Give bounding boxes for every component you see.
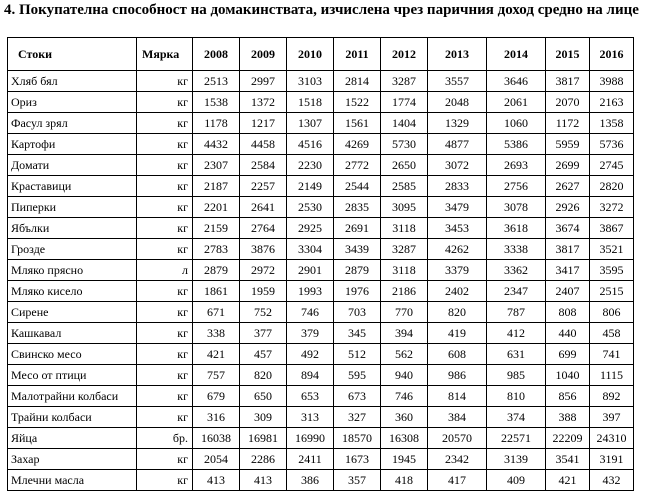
unit-cell: л [137,260,193,281]
table-row [8,344,634,365]
value-cell: 608 [428,344,487,365]
goods-name: Захар [8,449,137,470]
value-cell: 374 [487,407,546,428]
value-cell: 2201 [193,197,240,218]
header-year: 2015 [546,38,590,71]
unit-cell: кг [137,113,193,134]
unit-cell: кг [137,239,193,260]
value-cell: 417 [428,470,487,491]
value-cell: 1561 [334,113,381,134]
goods-name: Ориз [8,92,137,113]
table-row [8,113,634,134]
unit-cell: кг [137,71,193,92]
value-cell: 22571 [487,428,546,449]
value-cell: 1172 [546,113,590,134]
unit-cell: кг [137,386,193,407]
header-year: 2014 [487,38,546,71]
value-cell: 421 [546,470,590,491]
goods-name: Млечни масла [8,470,137,491]
value-cell: 16990 [287,428,334,449]
value-cell: 3988 [590,71,634,92]
value-cell: 699 [546,344,590,365]
value-cell: 2756 [487,176,546,197]
unit-cell: кг [137,176,193,197]
unit-cell: кг [137,449,193,470]
value-cell: 3078 [487,197,546,218]
value-cell: 1774 [381,92,428,113]
value-cell: 808 [546,302,590,323]
value-cell: 940 [381,365,428,386]
unit-cell: бр. [137,428,193,449]
value-cell: 1060 [487,113,546,134]
value-cell: 2070 [546,92,590,113]
value-cell: 653 [287,386,334,407]
value-cell: 856 [546,386,590,407]
value-cell: 2186 [381,281,428,302]
value-cell: 413 [240,470,287,491]
table-row [8,407,634,428]
value-cell: 384 [428,407,487,428]
value-cell: 3595 [590,260,634,281]
value-cell: 985 [487,365,546,386]
value-cell: 2411 [287,449,334,470]
table-row [8,470,634,491]
value-cell: 2544 [334,176,381,197]
value-cell: 894 [287,365,334,386]
value-cell: 357 [334,470,381,491]
value-cell: 458 [590,323,634,344]
table-row [8,218,634,239]
value-cell: 3674 [546,218,590,239]
unit-cell: кг [137,365,193,386]
value-cell: 679 [193,386,240,407]
value-cell: 562 [381,344,428,365]
value-cell: 814 [428,386,487,407]
value-cell: 2833 [428,176,487,197]
value-cell: 2585 [381,176,428,197]
value-cell: 2402 [428,281,487,302]
value-cell: 1358 [590,113,634,134]
table-header [8,38,634,71]
value-cell: 418 [381,470,428,491]
value-cell: 16038 [193,428,240,449]
table-row [8,386,634,407]
value-cell: 3817 [546,71,590,92]
value-cell: 703 [334,302,381,323]
value-cell: 1372 [240,92,287,113]
value-cell: 2149 [287,176,334,197]
value-cell: 1673 [334,449,381,470]
table-row [8,428,634,449]
value-cell: 386 [287,470,334,491]
value-cell: 3118 [381,218,428,239]
goods-name: Краставици [8,176,137,197]
value-cell: 338 [193,323,240,344]
goods-name: Яйца [8,428,137,449]
value-cell: 412 [487,323,546,344]
value-cell: 3103 [287,71,334,92]
value-cell: 3287 [381,71,428,92]
unit-cell: кг [137,407,193,428]
value-cell: 820 [428,302,487,323]
table-row [8,92,634,113]
value-cell: 3646 [487,71,546,92]
value-cell: 327 [334,407,381,428]
value-cell: 2693 [487,155,546,176]
value-cell: 16308 [381,428,428,449]
value-cell: 3272 [590,197,634,218]
unit-cell: кг [137,134,193,155]
value-cell: 3287 [381,239,428,260]
value-cell: 2783 [193,239,240,260]
value-cell: 2584 [240,155,287,176]
value-cell: 2307 [193,155,240,176]
value-cell: 4458 [240,134,287,155]
header-year: 2011 [334,38,381,71]
value-cell: 3817 [546,239,590,260]
value-cell: 3618 [487,218,546,239]
value-cell: 1307 [287,113,334,134]
goods-name: Домати [8,155,137,176]
value-cell: 892 [590,386,634,407]
table-row [8,197,634,218]
value-cell: 2230 [287,155,334,176]
value-cell: 2627 [546,176,590,197]
value-cell: 5959 [546,134,590,155]
purchasing-power-table [7,37,634,491]
unit-cell: кг [137,302,193,323]
unit-cell: кг [137,197,193,218]
value-cell: 3379 [428,260,487,281]
value-cell: 4877 [428,134,487,155]
value-cell: 1522 [334,92,381,113]
value-cell: 3453 [428,218,487,239]
value-cell: 4432 [193,134,240,155]
value-cell: 1115 [590,365,634,386]
table-row [8,281,634,302]
header-unit: Мярка [137,38,193,71]
value-cell: 2286 [240,449,287,470]
value-cell: 24310 [590,428,634,449]
goods-name: Картофи [8,134,137,155]
value-cell: 2641 [240,197,287,218]
value-cell: 3304 [287,239,334,260]
value-cell: 1217 [240,113,287,134]
goods-name: Хляб бял [8,71,137,92]
value-cell: 2972 [240,260,287,281]
value-cell: 806 [590,302,634,323]
value-cell: 1404 [381,113,428,134]
unit-cell: кг [137,323,193,344]
value-cell: 2879 [334,260,381,281]
table-row [8,302,634,323]
unit-cell: кг [137,344,193,365]
value-cell: 2772 [334,155,381,176]
value-cell: 3439 [334,239,381,260]
table-row [8,239,634,260]
value-cell: 379 [287,323,334,344]
value-cell: 22209 [546,428,590,449]
value-cell: 3095 [381,197,428,218]
value-cell: 421 [193,344,240,365]
value-cell: 1959 [240,281,287,302]
value-cell: 5730 [381,134,428,155]
value-cell: 770 [381,302,428,323]
value-cell: 2342 [428,449,487,470]
table-row [8,365,634,386]
value-cell: 757 [193,365,240,386]
value-cell: 2926 [546,197,590,218]
value-cell: 2159 [193,218,240,239]
value-cell: 3362 [487,260,546,281]
value-cell: 671 [193,302,240,323]
value-cell: 1861 [193,281,240,302]
header-year: 2012 [381,38,428,71]
value-cell: 2530 [287,197,334,218]
value-cell: 3191 [590,449,634,470]
value-cell: 3118 [381,260,428,281]
value-cell: 388 [546,407,590,428]
value-cell: 3479 [428,197,487,218]
goods-name: Сирене [8,302,137,323]
value-cell: 986 [428,365,487,386]
value-cell: 1329 [428,113,487,134]
value-cell: 746 [287,302,334,323]
value-cell: 1976 [334,281,381,302]
value-cell: 631 [487,344,546,365]
value-cell: 2187 [193,176,240,197]
value-cell: 2347 [487,281,546,302]
unit-cell: кг [137,92,193,113]
value-cell: 309 [240,407,287,428]
table-body [8,71,634,491]
value-cell: 2925 [287,218,334,239]
value-cell: 2054 [193,449,240,470]
header-year: 2016 [590,38,634,71]
value-cell: 3139 [487,449,546,470]
value-cell: 1178 [193,113,240,134]
value-cell: 1040 [546,365,590,386]
value-cell: 1538 [193,92,240,113]
unit-cell: кг [137,470,193,491]
goods-name: Кашкавал [8,323,137,344]
value-cell: 394 [381,323,428,344]
value-cell: 2997 [240,71,287,92]
header-year: 2010 [287,38,334,71]
value-cell: 2513 [193,71,240,92]
value-cell: 673 [334,386,381,407]
value-cell: 2764 [240,218,287,239]
value-cell: 4262 [428,239,487,260]
value-cell: 2257 [240,176,287,197]
value-cell: 2699 [546,155,590,176]
value-cell: 820 [240,365,287,386]
value-cell: 345 [334,323,381,344]
value-cell: 2163 [590,92,634,113]
header-goods: Стоки [8,38,137,71]
goods-name: Трайни колбаси [8,407,137,428]
value-cell: 20570 [428,428,487,449]
value-cell: 377 [240,323,287,344]
value-cell: 752 [240,302,287,323]
value-cell: 2691 [334,218,381,239]
value-cell: 2901 [287,260,334,281]
value-cell: 3541 [546,449,590,470]
value-cell: 18570 [334,428,381,449]
table-row [8,323,634,344]
value-cell: 432 [590,470,634,491]
value-cell: 2650 [381,155,428,176]
value-cell: 2814 [334,71,381,92]
value-cell: 741 [590,344,634,365]
table-row [8,155,634,176]
goods-name: Пиперки [8,197,137,218]
value-cell: 360 [381,407,428,428]
value-cell: 512 [334,344,381,365]
value-cell: 4516 [287,134,334,155]
goods-name: Мляко кисело [8,281,137,302]
value-cell: 313 [287,407,334,428]
value-cell: 3417 [546,260,590,281]
goods-name: Месо от птици [8,365,137,386]
table-row [8,134,634,155]
value-cell: 595 [334,365,381,386]
value-cell: 2820 [590,176,634,197]
goods-name: Ябълки [8,218,137,239]
value-cell: 419 [428,323,487,344]
goods-name: Фасул зрял [8,113,137,134]
unit-cell: кг [137,281,193,302]
value-cell: 787 [487,302,546,323]
value-cell: 457 [240,344,287,365]
table-row [8,71,634,92]
table-row [8,176,634,197]
unit-cell: кг [137,218,193,239]
value-cell: 3338 [487,239,546,260]
value-cell: 2835 [334,197,381,218]
value-cell: 5386 [487,134,546,155]
value-cell: 409 [487,470,546,491]
value-cell: 413 [193,470,240,491]
value-cell: 746 [381,386,428,407]
goods-name: Свинско месо [8,344,137,365]
value-cell: 2745 [590,155,634,176]
value-cell: 2515 [590,281,634,302]
value-cell: 650 [240,386,287,407]
goods-name: Малотрайни колбаси [8,386,137,407]
value-cell: 2048 [428,92,487,113]
table-row [8,449,634,470]
value-cell: 2061 [487,92,546,113]
value-cell: 16981 [240,428,287,449]
value-cell: 440 [546,323,590,344]
value-cell: 2879 [193,260,240,281]
page-title: 4. Покупателна способност на домакинствата, изчислена чрез паричния доход средно на лице [4,2,639,18]
goods-name: Грозде [8,239,137,260]
value-cell: 3557 [428,71,487,92]
header-year: 2009 [240,38,287,71]
value-cell: 316 [193,407,240,428]
value-cell: 3876 [240,239,287,260]
unit-cell: кг [137,155,193,176]
header-year: 2008 [193,38,240,71]
value-cell: 3072 [428,155,487,176]
value-cell: 4269 [334,134,381,155]
goods-name: Мляко прясно [8,260,137,281]
value-cell: 492 [287,344,334,365]
value-cell: 1518 [287,92,334,113]
value-cell: 3521 [590,239,634,260]
table-row [8,260,634,281]
header-row [8,38,634,71]
value-cell: 397 [590,407,634,428]
value-cell: 2407 [546,281,590,302]
value-cell: 5736 [590,134,634,155]
value-cell: 3867 [590,218,634,239]
header-year: 2013 [428,38,487,71]
value-cell: 810 [487,386,546,407]
value-cell: 1993 [287,281,334,302]
value-cell: 1945 [381,449,428,470]
